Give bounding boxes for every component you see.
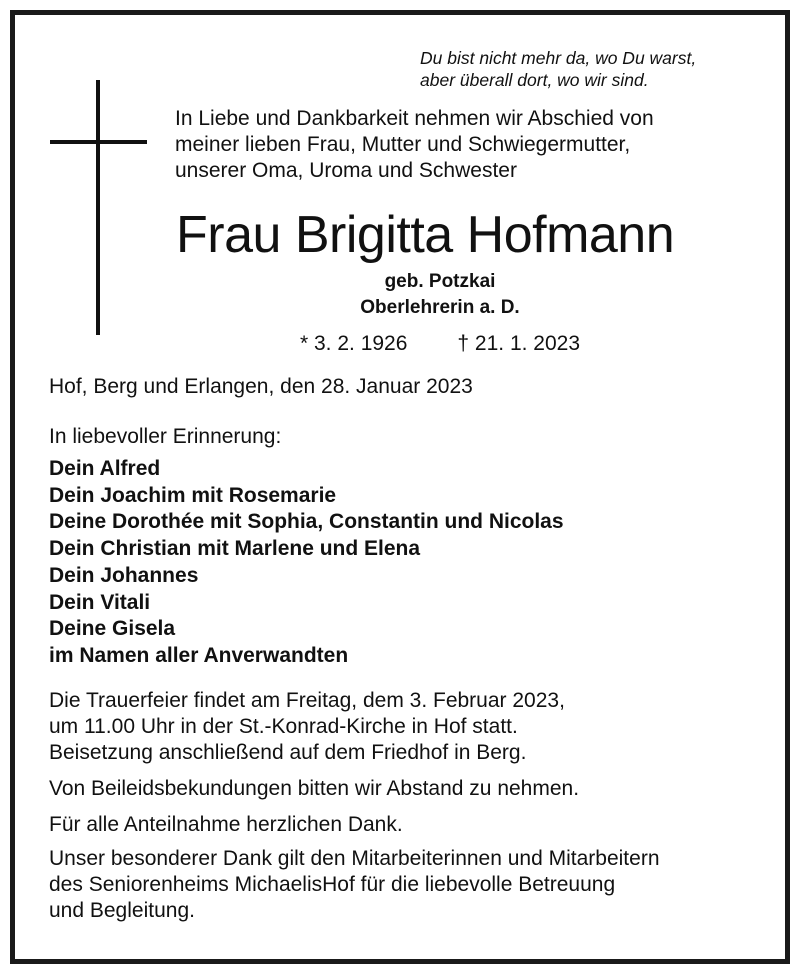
mourner-entry: im Namen aller Anverwandten: [49, 643, 349, 667]
place-date: Hof, Berg und Erlangen, den 28. Januar 2023: [49, 375, 473, 398]
deceased-title: Oberlehrerin a. D.: [360, 297, 520, 318]
mourner-entry: Deine Dorothée mit Sophia, Constantin und Nicolas: [49, 510, 564, 534]
ceremony-info: [49, 688, 565, 766]
ceremony-line: um 11.00 Uhr in der St.-Konrad-Kirche in Hof statt.: [49, 715, 518, 738]
mourner-entry: Dein Joachim mit Rosemarie: [49, 483, 337, 507]
mourner-entry: Deine Gisela: [49, 617, 176, 641]
epigraph-quote: [420, 47, 696, 91]
birth-name: geb. Potzkai: [384, 271, 496, 292]
condolence-note: Von Beileidsbekundungen bitten wir Abstand zu nehmen.: [49, 777, 580, 800]
intro-line: unserer Oma, Uroma und Schwester: [175, 159, 517, 182]
deceased-name: Frau Brigitta Hofmann: [176, 206, 675, 264]
birth-date: * 3. 2. 1926: [300, 332, 408, 355]
special-thanks-line: Unser besonderer Dank gilt den Mitarbeiterinnen und Mitarbeitern: [49, 847, 660, 870]
mourner-entry: Dein Christian mit Marlene und Elena: [49, 537, 421, 561]
ceremony-line: Beisetzung anschließend auf dem Friedhof in Berg.: [49, 741, 527, 764]
mourner-entry: Dein Alfred: [49, 457, 161, 480]
special-thanks-line: des Seniorenheims MichaelisHof für die liebevolle Betreuung: [49, 873, 616, 896]
special-thanks: [49, 846, 660, 924]
death-date: † 21. 1. 2023: [457, 332, 581, 355]
cross-vertical-bar: [96, 80, 100, 335]
mourners-list: [49, 456, 564, 670]
life-dates: [300, 330, 580, 358]
thanks-note: Für alle Anteilnahme herzlichen Dank.: [49, 813, 403, 836]
cross-horizontal-bar: [50, 140, 147, 144]
special-thanks-line: und Begleitung.: [49, 899, 195, 922]
intro-line: In Liebe und Dankbarkeit nehmen wir Abschied von: [175, 107, 654, 130]
mourner-entry: Dein Vitali: [49, 590, 151, 614]
intro-text: [175, 106, 654, 184]
remembrance-heading: In liebevoller Erinnerung:: [49, 425, 282, 448]
intro-line: meiner lieben Frau, Mutter und Schwiegermutter,: [175, 133, 631, 156]
ceremony-line: Die Trauerfeier findet am Freitag, dem 3. Februar 2023,: [49, 689, 565, 712]
quote-line: aber überall dort, wo wir sind.: [420, 70, 649, 90]
mourner-entry: Dein Johannes: [49, 563, 199, 587]
quote-line: Du bist nicht mehr da, wo Du warst,: [420, 48, 697, 68]
